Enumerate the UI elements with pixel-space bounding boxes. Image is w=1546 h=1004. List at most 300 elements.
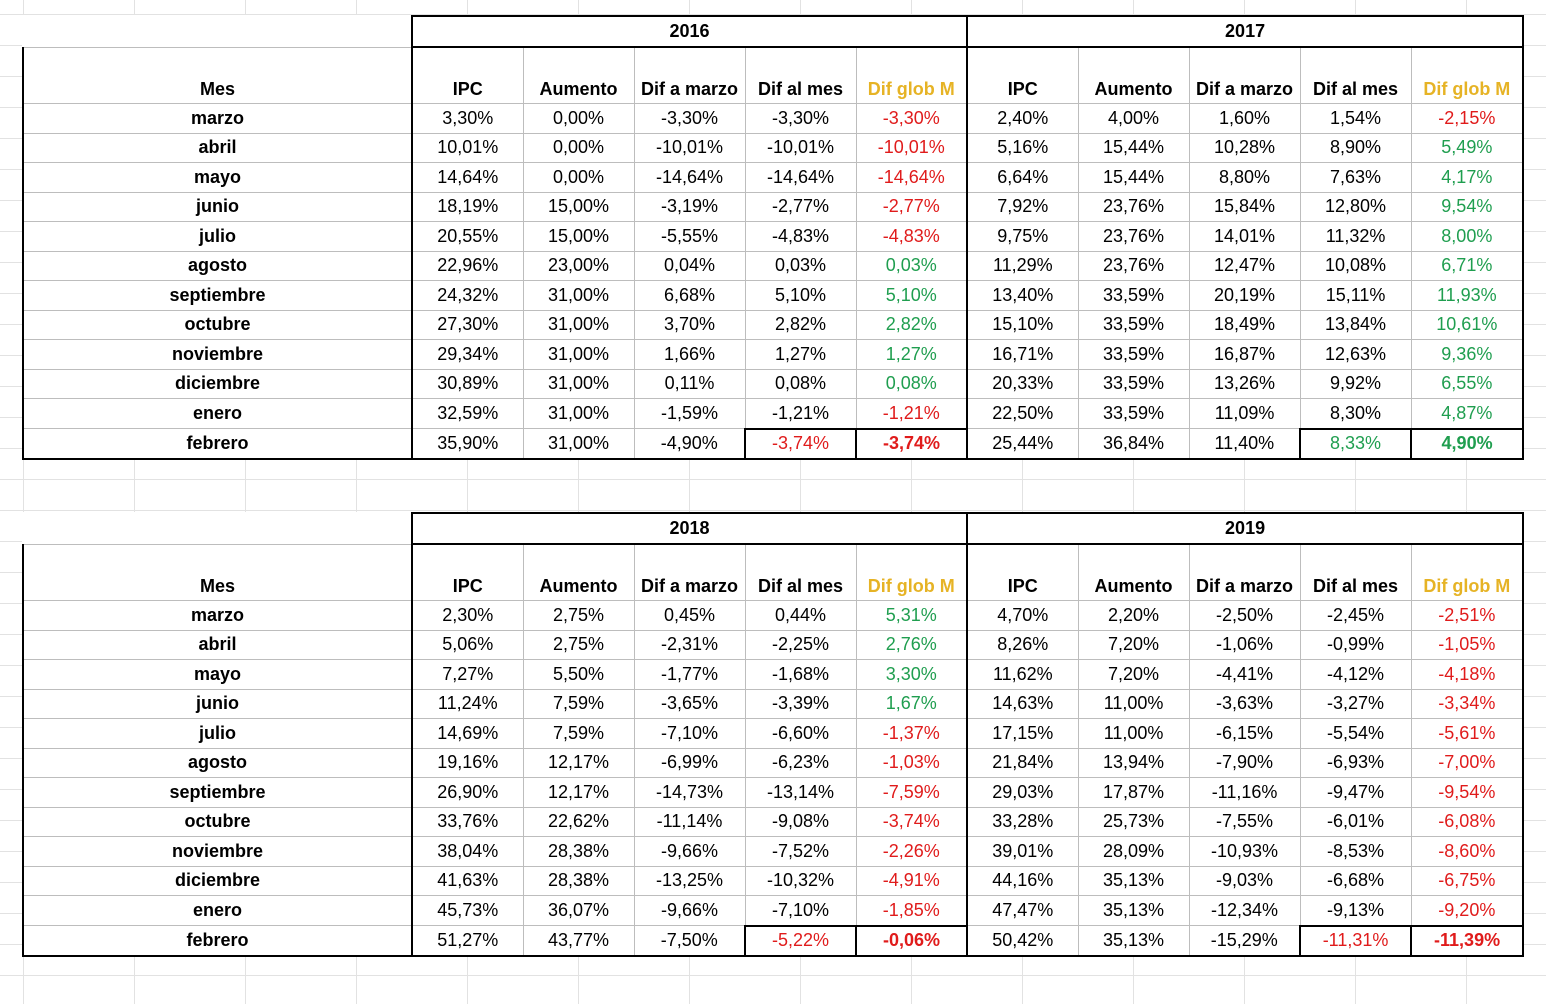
column-header-dif-mes[interactable]: Dif al mes [1300, 544, 1411, 601]
value-cell-ipc[interactable]: 17,15% [967, 719, 1078, 749]
month-cell[interactable]: marzo [23, 104, 412, 134]
value-cell-ipc[interactable]: 29,34% [412, 340, 523, 370]
month-cell[interactable]: enero [23, 896, 412, 926]
value-cell-dif-mes[interactable]: -10,01% [745, 133, 856, 163]
month-cell[interactable]: abril [23, 630, 412, 660]
value-cell-dif-mes[interactable]: 12,80% [1300, 192, 1411, 222]
value-cell-dif-glob[interactable]: -4,18% [1411, 660, 1523, 690]
value-cell-dif-marzo[interactable]: 13,26% [1189, 369, 1300, 399]
value-cell-dif-marzo[interactable]: 6,68% [634, 281, 745, 311]
value-cell-dif-glob[interactable]: -9,20% [1411, 896, 1523, 926]
value-cell-ipc[interactable]: 11,62% [967, 660, 1078, 690]
value-cell-dif-mes[interactable]: -9,47% [1300, 778, 1411, 808]
value-cell-aumento[interactable]: 31,00% [523, 369, 634, 399]
value-cell-aumento[interactable]: 28,38% [523, 837, 634, 867]
value-cell-dif-mes[interactable]: -0,99% [1300, 630, 1411, 660]
value-cell-ipc[interactable]: 21,84% [967, 748, 1078, 778]
value-cell-dif-marzo[interactable]: -6,99% [634, 748, 745, 778]
value-cell-ipc[interactable]: 45,73% [412, 896, 523, 926]
value-cell-dif-mes[interactable]: 0,44% [745, 601, 856, 631]
column-header-dif-glob[interactable]: Dif glob M [1411, 47, 1523, 104]
value-cell-aumento[interactable]: 31,00% [523, 340, 634, 370]
value-cell-dif-glob[interactable]: -8,60% [1411, 837, 1523, 867]
value-cell-aumento[interactable]: 31,00% [523, 429, 634, 460]
value-cell-dif-glob[interactable]: -7,00% [1411, 748, 1523, 778]
value-cell-dif-marzo[interactable]: 1,60% [1189, 104, 1300, 134]
value-cell-aumento[interactable]: 7,59% [523, 689, 634, 719]
value-cell-dif-mes[interactable]: -9,08% [745, 807, 856, 837]
value-cell-ipc[interactable]: 14,64% [412, 163, 523, 193]
ipc-table-2018-2019 [22, 512, 1524, 957]
value-cell-dif-mes[interactable]: -6,68% [1300, 866, 1411, 896]
column-header-row [23, 47, 1523, 104]
value-cell-aumento[interactable]: 35,13% [1078, 866, 1189, 896]
value-cell-aumento[interactable]: 33,59% [1078, 369, 1189, 399]
value-cell-dif-glob[interactable]: -3,30% [856, 104, 967, 134]
value-cell-dif-glob[interactable]: -2,51% [1411, 601, 1523, 631]
value-cell-ipc[interactable]: 35,90% [412, 429, 523, 460]
value-cell-aumento[interactable]: 35,13% [1078, 896, 1189, 926]
column-header-aumento[interactable]: Aumento [1078, 544, 1189, 601]
column-header-ipc[interactable]: IPC [967, 544, 1078, 601]
value-cell-dif-glob[interactable]: -7,59% [856, 778, 967, 808]
table-row [23, 807, 1523, 837]
value-cell-dif-marzo[interactable]: -7,90% [1189, 748, 1300, 778]
value-cell-dif-marzo[interactable]: -4,90% [634, 429, 745, 460]
value-cell-dif-mes[interactable]: 15,11% [1300, 281, 1411, 311]
value-cell-dif-glob[interactable]: 8,00% [1411, 222, 1523, 252]
value-cell-dif-marzo[interactable]: 11,40% [1189, 429, 1300, 460]
value-cell-ipc[interactable]: 30,89% [412, 369, 523, 399]
value-cell-dif-mes[interactable]: -6,60% [745, 719, 856, 749]
value-cell-dif-mes[interactable]: 10,08% [1300, 251, 1411, 281]
value-cell-dif-glob[interactable]: -14,64% [856, 163, 967, 193]
value-cell-dif-mes[interactable]: -1,21% [745, 399, 856, 429]
value-cell-aumento[interactable]: 5,50% [523, 660, 634, 690]
value-cell-ipc[interactable]: 19,16% [412, 748, 523, 778]
value-cell-dif-glob[interactable]: -1,85% [856, 896, 967, 926]
value-cell-ipc[interactable]: 47,47% [967, 896, 1078, 926]
value-cell-ipc[interactable]: 25,44% [967, 429, 1078, 460]
value-cell-dif-marzo[interactable]: 0,04% [634, 251, 745, 281]
value-cell-dif-marzo[interactable]: -12,34% [1189, 896, 1300, 926]
value-cell-ipc[interactable]: 5,06% [412, 630, 523, 660]
column-header-dif-marzo[interactable]: Dif a marzo [634, 47, 745, 104]
value-cell-dif-glob[interactable]: -2,15% [1411, 104, 1523, 134]
column-header-aumento[interactable]: Aumento [523, 544, 634, 601]
value-cell-aumento[interactable]: 7,20% [1078, 660, 1189, 690]
value-cell-ipc[interactable]: 44,16% [967, 866, 1078, 896]
column-header-dif-glob[interactable]: Dif glob M [1411, 544, 1523, 601]
value-cell-dif-mes[interactable]: -14,64% [745, 163, 856, 193]
column-header-dif-mes[interactable]: Dif al mes [1300, 47, 1411, 104]
month-cell[interactable]: julio [23, 719, 412, 749]
value-cell-aumento[interactable]: 33,59% [1078, 281, 1189, 311]
month-cell[interactable]: agosto [23, 251, 412, 281]
value-cell-dif-mes[interactable]: 8,33% [1300, 429, 1411, 460]
column-header-mes[interactable]: Mes [23, 544, 412, 601]
value-cell-dif-mes[interactable]: -1,68% [745, 660, 856, 690]
value-cell-dif-glob[interactable]: 10,61% [1411, 310, 1523, 340]
value-cell-aumento[interactable]: 28,09% [1078, 837, 1189, 867]
value-cell-dif-glob[interactable]: 5,10% [856, 281, 967, 311]
month-cell[interactable]: julio [23, 222, 412, 252]
value-cell-ipc[interactable]: 27,30% [412, 310, 523, 340]
value-cell-dif-marzo[interactable]: -4,41% [1189, 660, 1300, 690]
value-cell-dif-glob[interactable]: 6,71% [1411, 251, 1523, 281]
value-cell-ipc[interactable]: 20,55% [412, 222, 523, 252]
value-cell-ipc[interactable]: 20,33% [967, 369, 1078, 399]
value-cell-dif-marzo[interactable]: -11,14% [634, 807, 745, 837]
year-header-row [23, 513, 1523, 544]
month-cell[interactable]: junio [23, 192, 412, 222]
value-cell-dif-marzo[interactable]: 1,66% [634, 340, 745, 370]
table-row [23, 251, 1523, 281]
value-cell-aumento[interactable]: 23,76% [1078, 251, 1189, 281]
value-cell-dif-glob[interactable]: -3,34% [1411, 689, 1523, 719]
value-cell-aumento[interactable]: 0,00% [523, 133, 634, 163]
value-cell-dif-glob[interactable]: -4,83% [856, 222, 967, 252]
value-cell-ipc[interactable]: 7,27% [412, 660, 523, 690]
value-cell-ipc[interactable]: 7,92% [967, 192, 1078, 222]
value-cell-aumento[interactable]: 25,73% [1078, 807, 1189, 837]
column-header-row [23, 544, 1523, 601]
value-cell-dif-marzo[interactable]: -1,06% [1189, 630, 1300, 660]
value-cell-ipc[interactable]: 41,63% [412, 866, 523, 896]
value-cell-dif-glob[interactable]: -3,74% [856, 807, 967, 837]
value-cell-dif-mes[interactable]: -6,01% [1300, 807, 1411, 837]
value-cell-dif-mes[interactable]: 8,90% [1300, 133, 1411, 163]
value-cell-dif-glob[interactable]: -11,39% [1411, 926, 1523, 957]
value-cell-aumento[interactable]: 33,59% [1078, 399, 1189, 429]
value-cell-dif-marzo[interactable]: -5,55% [634, 222, 745, 252]
value-cell-ipc[interactable]: 15,10% [967, 310, 1078, 340]
value-cell-dif-marzo[interactable]: -3,63% [1189, 689, 1300, 719]
month-cell[interactable]: enero [23, 399, 412, 429]
value-cell-aumento[interactable]: 23,76% [1078, 222, 1189, 252]
value-cell-ipc[interactable]: 10,01% [412, 133, 523, 163]
value-cell-aumento[interactable]: 2,20% [1078, 601, 1189, 631]
value-cell-dif-marzo[interactable]: 8,80% [1189, 163, 1300, 193]
value-cell-dif-mes[interactable]: -7,10% [745, 896, 856, 926]
value-cell-ipc[interactable]: 29,03% [967, 778, 1078, 808]
value-cell-dif-marzo[interactable]: -9,03% [1189, 866, 1300, 896]
column-header-ipc[interactable]: IPC [412, 47, 523, 104]
value-cell-aumento[interactable]: 43,77% [523, 926, 634, 957]
value-cell-aumento[interactable]: 15,00% [523, 192, 634, 222]
value-cell-ipc[interactable]: 13,40% [967, 281, 1078, 311]
value-cell-ipc[interactable]: 4,70% [967, 601, 1078, 631]
month-cell[interactable]: agosto [23, 748, 412, 778]
month-cell[interactable]: noviembre [23, 340, 412, 370]
value-cell-dif-mes[interactable]: -11,31% [1300, 926, 1411, 957]
value-cell-dif-mes[interactable]: 13,84% [1300, 310, 1411, 340]
month-cell[interactable]: octubre [23, 310, 412, 340]
value-cell-dif-marzo[interactable]: -14,64% [634, 163, 745, 193]
value-cell-dif-marzo[interactable]: 3,70% [634, 310, 745, 340]
value-cell-aumento[interactable]: 31,00% [523, 310, 634, 340]
value-cell-dif-glob[interactable]: 2,76% [856, 630, 967, 660]
value-cell-aumento[interactable]: 23,76% [1078, 192, 1189, 222]
value-cell-dif-mes[interactable]: 0,08% [745, 369, 856, 399]
value-cell-dif-marzo[interactable]: -7,55% [1189, 807, 1300, 837]
value-cell-dif-glob[interactable]: 2,82% [856, 310, 967, 340]
value-cell-aumento[interactable]: 28,38% [523, 866, 634, 896]
value-cell-dif-marzo[interactable]: -3,30% [634, 104, 745, 134]
value-cell-dif-mes[interactable]: -5,22% [745, 926, 856, 957]
value-cell-dif-glob[interactable]: 0,08% [856, 369, 967, 399]
value-cell-dif-glob[interactable]: 3,30% [856, 660, 967, 690]
table-row [23, 866, 1523, 896]
value-cell-aumento[interactable]: 36,07% [523, 896, 634, 926]
value-cell-aumento[interactable]: 33,59% [1078, 340, 1189, 370]
value-cell-dif-marzo[interactable]: -13,25% [634, 866, 745, 896]
value-cell-dif-marzo[interactable]: 0,45% [634, 601, 745, 631]
value-cell-ipc[interactable]: 14,63% [967, 689, 1078, 719]
table-row [23, 222, 1523, 252]
value-cell-dif-glob[interactable]: -6,75% [1411, 866, 1523, 896]
value-cell-dif-marzo[interactable]: -9,66% [634, 837, 745, 867]
value-cell-ipc[interactable]: 9,75% [967, 222, 1078, 252]
column-header-dif-marzo[interactable]: Dif a marzo [1189, 544, 1300, 601]
value-cell-ipc[interactable]: 39,01% [967, 837, 1078, 867]
value-cell-dif-mes[interactable]: 1,54% [1300, 104, 1411, 134]
value-cell-dif-marzo[interactable]: 12,47% [1189, 251, 1300, 281]
value-cell-ipc[interactable]: 14,69% [412, 719, 523, 749]
value-cell-dif-mes[interactable]: 9,92% [1300, 369, 1411, 399]
value-cell-dif-glob[interactable]: 0,03% [856, 251, 967, 281]
value-cell-aumento[interactable]: 15,44% [1078, 133, 1189, 163]
month-cell[interactable]: marzo [23, 601, 412, 631]
value-cell-dif-glob[interactable]: 4,87% [1411, 399, 1523, 429]
value-cell-dif-marzo[interactable]: -2,50% [1189, 601, 1300, 631]
month-cell[interactable]: diciembre [23, 369, 412, 399]
value-cell-aumento[interactable]: 31,00% [523, 281, 634, 311]
value-cell-dif-marzo[interactable]: 18,49% [1189, 310, 1300, 340]
value-cell-dif-glob[interactable]: 5,31% [856, 601, 967, 631]
value-cell-dif-marzo[interactable]: 10,28% [1189, 133, 1300, 163]
value-cell-dif-glob[interactable]: -5,61% [1411, 719, 1523, 749]
value-cell-dif-marzo[interactable]: -11,16% [1189, 778, 1300, 808]
value-cell-dif-glob[interactable]: 6,55% [1411, 369, 1523, 399]
value-cell-dif-mes[interactable]: 1,27% [745, 340, 856, 370]
value-cell-aumento[interactable]: 22,62% [523, 807, 634, 837]
value-cell-aumento[interactable]: 0,00% [523, 104, 634, 134]
value-cell-dif-mes[interactable]: 12,63% [1300, 340, 1411, 370]
value-cell-dif-glob[interactable]: 11,93% [1411, 281, 1523, 311]
value-cell-dif-glob[interactable]: 5,49% [1411, 133, 1523, 163]
value-cell-dif-mes[interactable]: -5,54% [1300, 719, 1411, 749]
value-cell-ipc[interactable]: 8,26% [967, 630, 1078, 660]
column-header-dif-mes[interactable]: Dif al mes [745, 544, 856, 601]
value-cell-dif-mes[interactable]: 7,63% [1300, 163, 1411, 193]
value-cell-dif-glob[interactable]: 9,36% [1411, 340, 1523, 370]
value-cell-dif-marzo[interactable]: -10,01% [634, 133, 745, 163]
value-cell-dif-glob[interactable]: -2,26% [856, 837, 967, 867]
value-cell-dif-glob[interactable]: 4,17% [1411, 163, 1523, 193]
value-cell-ipc[interactable]: 51,27% [412, 926, 523, 957]
value-cell-dif-mes[interactable]: -2,45% [1300, 601, 1411, 631]
value-cell-aumento[interactable]: 7,59% [523, 719, 634, 749]
value-cell-dif-marzo[interactable]: -1,77% [634, 660, 745, 690]
column-header-dif-marzo[interactable]: Dif a marzo [1189, 47, 1300, 104]
value-cell-ipc[interactable]: 32,59% [412, 399, 523, 429]
month-cell[interactable]: mayo [23, 660, 412, 690]
column-header-dif-mes[interactable]: Dif al mes [745, 47, 856, 104]
value-cell-dif-mes[interactable]: 11,32% [1300, 222, 1411, 252]
value-cell-dif-mes[interactable]: 0,03% [745, 251, 856, 281]
value-cell-dif-glob[interactable]: 4,90% [1411, 429, 1523, 460]
year-header-row [23, 16, 1523, 47]
month-cell[interactable]: junio [23, 689, 412, 719]
value-cell-ipc[interactable]: 26,90% [412, 778, 523, 808]
value-cell-dif-mes[interactable]: -2,25% [745, 630, 856, 660]
value-cell-dif-marzo[interactable]: -2,31% [634, 630, 745, 660]
table-row [23, 778, 1523, 808]
value-cell-dif-glob[interactable]: 1,27% [856, 340, 967, 370]
value-cell-ipc[interactable]: 3,30% [412, 104, 523, 134]
value-cell-dif-mes[interactable]: -4,83% [745, 222, 856, 252]
value-cell-dif-mes[interactable]: -6,23% [745, 748, 856, 778]
value-cell-dif-marzo[interactable]: 20,19% [1189, 281, 1300, 311]
column-header-ipc[interactable]: IPC [412, 544, 523, 601]
value-cell-aumento[interactable]: 11,00% [1078, 689, 1189, 719]
value-cell-dif-mes[interactable]: -13,14% [745, 778, 856, 808]
value-cell-aumento[interactable]: 35,13% [1078, 926, 1189, 957]
value-cell-ipc[interactable]: 33,28% [967, 807, 1078, 837]
value-cell-ipc[interactable]: 5,16% [967, 133, 1078, 163]
value-cell-dif-marzo[interactable]: -9,66% [634, 896, 745, 926]
value-cell-aumento[interactable]: 23,00% [523, 251, 634, 281]
value-cell-aumento[interactable]: 15,00% [523, 222, 634, 252]
value-cell-dif-marzo[interactable]: -7,50% [634, 926, 745, 957]
value-cell-aumento[interactable]: 11,00% [1078, 719, 1189, 749]
value-cell-dif-glob[interactable]: -1,37% [856, 719, 967, 749]
table-row [23, 133, 1523, 163]
column-header-dif-glob[interactable]: Dif glob M [856, 47, 967, 104]
value-cell-aumento[interactable]: 36,84% [1078, 429, 1189, 460]
value-cell-dif-marzo[interactable]: -1,59% [634, 399, 745, 429]
value-cell-aumento[interactable]: 13,94% [1078, 748, 1189, 778]
month-cell[interactable]: mayo [23, 163, 412, 193]
value-cell-aumento[interactable]: 0,00% [523, 163, 634, 193]
value-cell-dif-mes[interactable]: -9,13% [1300, 896, 1411, 926]
table-row [23, 104, 1523, 134]
value-cell-dif-mes[interactable]: -3,39% [745, 689, 856, 719]
table-row [23, 689, 1523, 719]
value-cell-aumento[interactable]: 2,75% [523, 630, 634, 660]
value-cell-ipc[interactable]: 22,96% [412, 251, 523, 281]
value-cell-dif-mes[interactable]: 2,82% [745, 310, 856, 340]
value-cell-aumento[interactable]: 2,75% [523, 601, 634, 631]
value-cell-dif-marzo[interactable]: -3,65% [634, 689, 745, 719]
value-cell-aumento[interactable]: 4,00% [1078, 104, 1189, 134]
value-cell-ipc[interactable]: 16,71% [967, 340, 1078, 370]
value-cell-dif-mes[interactable]: -6,93% [1300, 748, 1411, 778]
month-cell[interactable]: octubre [23, 807, 412, 837]
value-cell-aumento[interactable]: 15,44% [1078, 163, 1189, 193]
month-cell[interactable]: abril [23, 133, 412, 163]
value-cell-dif-marzo[interactable]: 15,84% [1189, 192, 1300, 222]
month-cell[interactable]: febrero [23, 926, 412, 957]
value-cell-dif-glob[interactable]: 9,54% [1411, 192, 1523, 222]
month-cell[interactable]: noviembre [23, 837, 412, 867]
column-header-dif-marzo[interactable]: Dif a marzo [634, 544, 745, 601]
month-cell[interactable]: diciembre [23, 866, 412, 896]
value-cell-dif-mes[interactable]: -4,12% [1300, 660, 1411, 690]
value-cell-ipc[interactable]: 11,24% [412, 689, 523, 719]
value-cell-dif-glob[interactable]: -4,91% [856, 866, 967, 896]
value-cell-dif-marzo[interactable]: -7,10% [634, 719, 745, 749]
value-cell-ipc[interactable]: 18,19% [412, 192, 523, 222]
value-cell-dif-mes[interactable]: -7,52% [745, 837, 856, 867]
value-cell-aumento[interactable]: 17,87% [1078, 778, 1189, 808]
value-cell-ipc[interactable]: 38,04% [412, 837, 523, 867]
value-cell-ipc[interactable]: 24,32% [412, 281, 523, 311]
value-cell-dif-glob[interactable]: -1,21% [856, 399, 967, 429]
value-cell-dif-glob[interactable]: -10,01% [856, 133, 967, 163]
value-cell-aumento[interactable]: 7,20% [1078, 630, 1189, 660]
value-cell-aumento[interactable]: 12,17% [523, 748, 634, 778]
value-cell-dif-marzo[interactable]: -15,29% [1189, 926, 1300, 957]
column-header-dif-glob[interactable]: Dif glob M [856, 544, 967, 601]
value-cell-dif-mes[interactable]: -3,30% [745, 104, 856, 134]
month-cell[interactable]: septiembre [23, 281, 412, 311]
value-cell-dif-mes[interactable]: -3,27% [1300, 689, 1411, 719]
value-cell-aumento[interactable]: 31,00% [523, 399, 634, 429]
column-header-mes[interactable]: Mes [23, 47, 412, 104]
value-cell-ipc[interactable]: 2,30% [412, 601, 523, 631]
value-cell-ipc[interactable]: 2,40% [967, 104, 1078, 134]
value-cell-ipc[interactable]: 11,29% [967, 251, 1078, 281]
value-cell-dif-marzo[interactable]: -6,15% [1189, 719, 1300, 749]
column-header-ipc[interactable]: IPC [967, 47, 1078, 104]
value-cell-ipc[interactable]: 33,76% [412, 807, 523, 837]
value-cell-ipc[interactable]: 6,64% [967, 163, 1078, 193]
value-cell-dif-mes[interactable]: -3,74% [745, 429, 856, 460]
value-cell-dif-glob[interactable]: -1,05% [1411, 630, 1523, 660]
value-cell-dif-marzo[interactable]: -14,73% [634, 778, 745, 808]
value-cell-dif-glob[interactable]: -2,77% [856, 192, 967, 222]
value-cell-dif-glob[interactable]: 1,67% [856, 689, 967, 719]
value-cell-dif-mes[interactable]: -10,32% [745, 866, 856, 896]
value-cell-dif-marzo[interactable]: -3,19% [634, 192, 745, 222]
column-header-aumento[interactable]: Aumento [1078, 47, 1189, 104]
value-cell-dif-marzo[interactable]: 16,87% [1189, 340, 1300, 370]
value-cell-dif-glob[interactable]: -0,06% [856, 926, 967, 957]
value-cell-dif-mes[interactable]: 8,30% [1300, 399, 1411, 429]
value-cell-dif-mes[interactable]: -8,53% [1300, 837, 1411, 867]
value-cell-dif-marzo[interactable]: 11,09% [1189, 399, 1300, 429]
value-cell-dif-glob[interactable]: -9,54% [1411, 778, 1523, 808]
value-cell-dif-marzo[interactable]: 14,01% [1189, 222, 1300, 252]
value-cell-dif-glob[interactable]: -3,74% [856, 429, 967, 460]
table-row [23, 660, 1523, 690]
value-cell-dif-glob[interactable]: -6,08% [1411, 807, 1523, 837]
value-cell-ipc[interactable]: 22,50% [967, 399, 1078, 429]
value-cell-dif-mes[interactable]: -2,77% [745, 192, 856, 222]
value-cell-aumento[interactable]: 12,17% [523, 778, 634, 808]
column-header-aumento[interactable]: Aumento [523, 47, 634, 104]
value-cell-dif-marzo[interactable]: -10,93% [1189, 837, 1300, 867]
value-cell-dif-marzo[interactable]: 0,11% [634, 369, 745, 399]
month-cell[interactable]: septiembre [23, 778, 412, 808]
month-cell[interactable]: febrero [23, 429, 412, 460]
value-cell-aumento[interactable]: 33,59% [1078, 310, 1189, 340]
value-cell-dif-mes[interactable]: 5,10% [745, 281, 856, 311]
value-cell-dif-glob[interactable]: -1,03% [856, 748, 967, 778]
value-cell-ipc[interactable]: 50,42% [967, 926, 1078, 957]
